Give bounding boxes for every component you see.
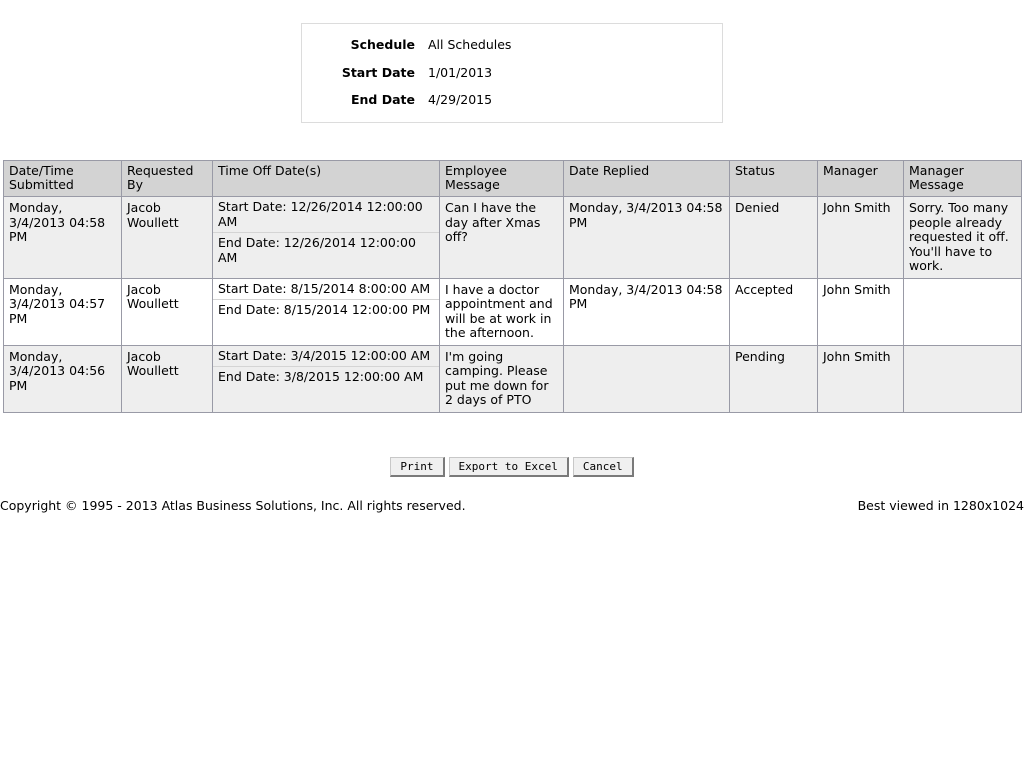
time-off-start-date: Start Date: 8/15/2014 8:00:00 AM bbox=[213, 279, 439, 301]
table-row bbox=[4, 345, 1022, 412]
end-date-value: 4/29/2015 bbox=[428, 92, 493, 107]
best-viewed-note: Best viewed in 1280x1024 bbox=[857, 498, 1024, 513]
cell-date-replied: Monday, 3/4/2013 04:58 PM bbox=[564, 278, 730, 345]
column-header-requested-by: Requested By bbox=[122, 161, 213, 197]
cell-manager-message: Sorry. Too many people already requested it off. You'll have to work. bbox=[904, 197, 1022, 279]
column-header-date-submitted: Date/Time Submitted bbox=[4, 161, 122, 197]
time-off-start-date: Start Date: 3/4/2015 12:00:00 AM bbox=[213, 346, 439, 368]
cancel-button[interactable]: Cancel bbox=[573, 457, 634, 477]
cell-requested-by: Jacob Woullett bbox=[122, 197, 213, 279]
cell-status: Pending bbox=[730, 345, 818, 412]
column-header-status: Status bbox=[730, 161, 818, 197]
print-button[interactable]: Print bbox=[390, 457, 444, 477]
table-row bbox=[4, 197, 1022, 279]
cell-date-submitted: Monday, 3/4/2013 04:56 PM bbox=[4, 345, 122, 412]
cell-time-off-dates bbox=[213, 278, 440, 345]
column-header-manager-message: Manager Message bbox=[904, 161, 1022, 197]
time-off-requests-table bbox=[3, 160, 1022, 413]
cell-status: Denied bbox=[730, 197, 818, 279]
schedule-value: All Schedules bbox=[428, 37, 512, 52]
start-date-label: Start Date bbox=[341, 65, 415, 80]
filter-row-schedule bbox=[302, 37, 722, 53]
action-button-bar bbox=[0, 457, 1024, 477]
cell-employee-message: Can I have the day after Xmas off? bbox=[440, 197, 564, 279]
cell-requested-by: Jacob Woullett bbox=[122, 345, 213, 412]
filter-row-end-date bbox=[302, 92, 722, 108]
cell-date-submitted: Monday, 3/4/2013 04:57 PM bbox=[4, 278, 122, 345]
filter-row-start-date bbox=[302, 65, 722, 81]
time-off-end-date: End Date: 8/15/2014 12:00:00 PM bbox=[218, 302, 431, 317]
copyright-notice: Copyright © 1995 - 2013 Atlas Business Solutions, Inc. All rights reserved. bbox=[0, 498, 466, 513]
cell-date-replied: Monday, 3/4/2013 04:58 PM bbox=[564, 197, 730, 279]
cell-manager-message bbox=[904, 345, 1022, 412]
column-header-employee-message: Employee Message bbox=[440, 161, 564, 197]
cell-manager: John Smith bbox=[818, 278, 904, 345]
cell-requested-by: Jacob Woullett bbox=[122, 278, 213, 345]
cell-manager-message bbox=[904, 278, 1022, 345]
cell-employee-message: I have a doctor appointment and will be at work in the afternoon. bbox=[440, 278, 564, 345]
column-header-time-off-dates: Time Off Date(s) bbox=[213, 161, 440, 197]
table-row bbox=[4, 278, 1022, 345]
time-off-end-date: End Date: 12/26/2014 12:00:00 AM bbox=[218, 235, 416, 265]
cell-status: Accepted bbox=[730, 278, 818, 345]
start-date-value: 1/01/2013 bbox=[428, 65, 493, 80]
export-to-excel-button[interactable]: Export to Excel bbox=[449, 457, 569, 477]
cell-manager: John Smith bbox=[818, 345, 904, 412]
cell-date-replied bbox=[564, 345, 730, 412]
schedule-label: Schedule bbox=[350, 37, 415, 52]
table-header-row bbox=[4, 161, 1022, 197]
cell-manager: John Smith bbox=[818, 197, 904, 279]
cell-date-submitted: Monday, 3/4/2013 04:58 PM bbox=[4, 197, 122, 279]
time-off-start-date: Start Date: 12/26/2014 12:00:00 AM bbox=[213, 197, 439, 233]
report-filter-summary bbox=[301, 23, 723, 123]
cell-employee-message: I'm going camping. Please put me down for 2 days of PTO bbox=[440, 345, 564, 412]
column-header-manager: Manager bbox=[818, 161, 904, 197]
column-header-date-replied: Date Replied bbox=[564, 161, 730, 197]
end-date-label: End Date bbox=[350, 92, 415, 107]
time-off-end-date: End Date: 3/8/2015 12:00:00 AM bbox=[218, 369, 424, 384]
cell-time-off-dates bbox=[213, 345, 440, 412]
cell-time-off-dates bbox=[213, 197, 440, 279]
